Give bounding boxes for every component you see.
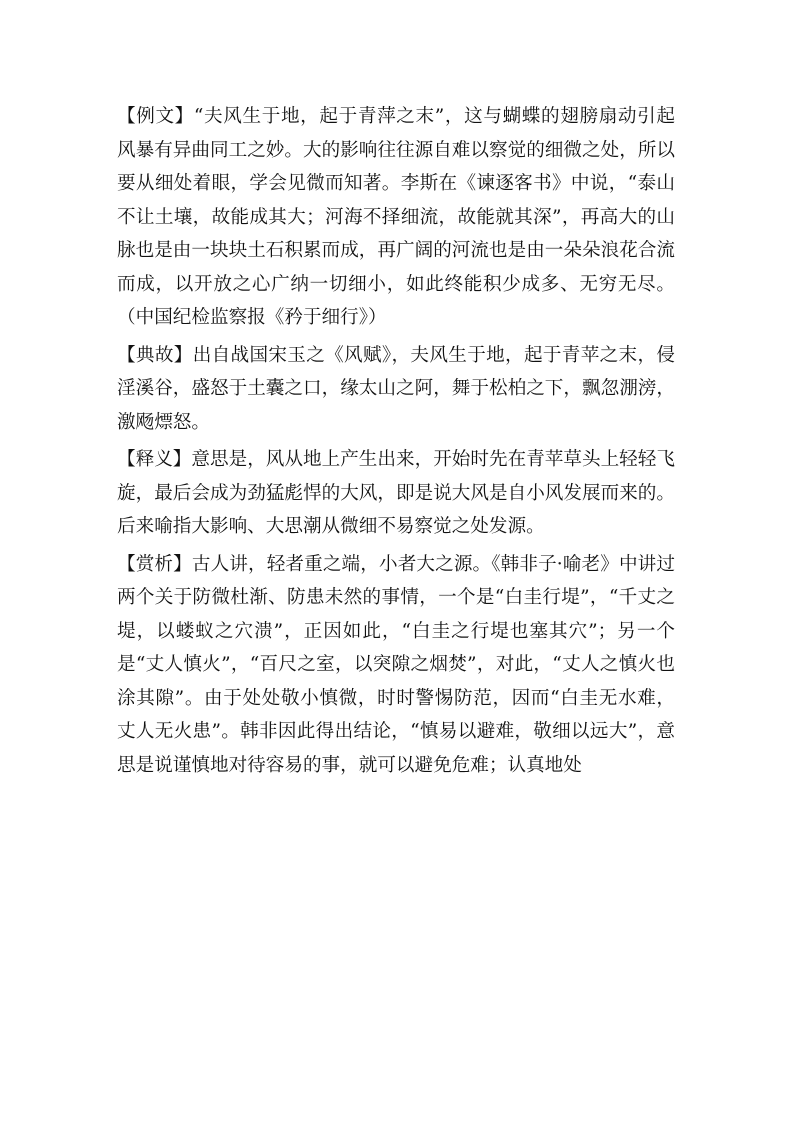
paragraph-allusion xyxy=(117,339,675,440)
paragraph-label: 【例文】 xyxy=(117,106,194,127)
paragraph-text: “夫风生于地，起于青萍之末”，这与蝴蝶的翅膀扇动引起风暴有异曲同工之妙。大的影响往往源自难以察觉的细微之处，所以要从细处着眼，学会见微而知著。李斯在《谏逐客书》中说，“泰山不让土壤，故能成其大；河海不择细流，故能就其深”，再高大的山脉也是由一块块土石积累而成，再广阔的河流也是由一朵朵浪花合流而成，以开放之心广纳一切细小，如此终能积少成多、无穷无尽。（中国纪检监察报《矜于细行》） xyxy=(117,106,675,328)
paragraph-label: 【释义】 xyxy=(117,449,192,470)
paragraph-text: 古人讲，轻者重之端，小者大之源。《韩非子·喻老》中讲过两个关于防微杜渐、防患未然的事情，一个是“白圭行堤”，“千丈之堤，以蝼蚁之穴溃”，正因如此，“白圭之行堤也塞其穴”；另一个是“丈人慎火”，“百尺之室，以突隙之烟焚”，对此，“丈人之慎火也涂其隙”。由于处处敬小慎微，时时警惕防范，因而“白圭无水难，丈人无火患”。韩非因此得出结论，“慎易以避难，敬细以远大”，意思是说谨慎地对待容易的事，就可以避免危难；认真地处 xyxy=(117,553,675,776)
paragraph-text: 意思是，风从地上产生出来，开始时先在青苹草头上轻轻飞旋，最后会成为劲猛彪悍的大风，即是说大风是自小风发展而来的。后来喻指大影响、大思潮从微细不易察觉之处发源。 xyxy=(117,449,675,537)
paragraph-example-text xyxy=(117,100,675,335)
paragraph-label: 【典故】 xyxy=(117,344,193,366)
paragraph-label: 【赏析】 xyxy=(117,553,192,575)
paragraph-appreciation xyxy=(117,548,675,783)
paragraph-explanation xyxy=(117,443,675,544)
paragraph-text: 出自战国宋玉之《风赋》，夫风生于地，起于青苹之末，侵淫溪谷，盛怒于土囊之口，缘太山之阿，舞于松柏之下，飘忽淜滂，激飏熛怒。 xyxy=(117,344,675,433)
document-body xyxy=(117,100,675,786)
